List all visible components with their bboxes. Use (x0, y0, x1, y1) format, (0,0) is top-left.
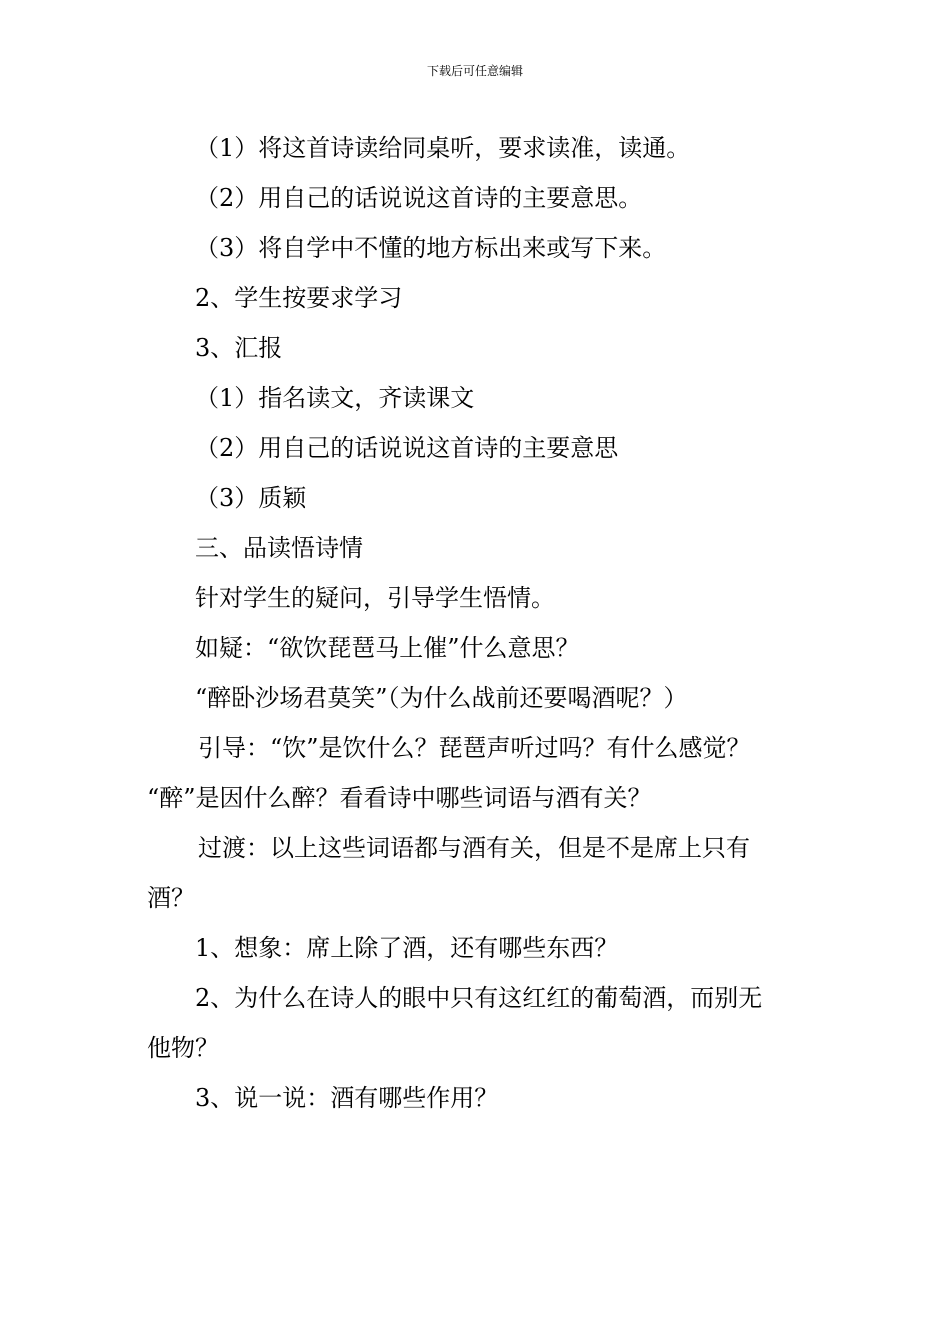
page-header: 下载后可任意编辑 (426, 64, 523, 78)
paragraph-line: 针对学生的疑问，引导学生悟情。 (195, 584, 555, 612)
paragraph-line: 2、为什么在诗人的眼中只有这红红的葡萄酒，而别无 (195, 984, 763, 1012)
section-heading: 三、品读悟诗情 (195, 534, 363, 562)
paragraph-line: （3）质颖 (195, 484, 307, 512)
paragraph-line: 1、想象：席上除了酒，还有哪些东西？ (195, 934, 619, 962)
paragraph-line: 引导：“饮”是饮什么？琵琶声听过吗？有什么感觉？ (198, 734, 751, 762)
paragraph-line: （1）将这首诗读给同桌听，要求读准，读通。 (195, 134, 691, 162)
paragraph-line: 3、汇报 (195, 334, 283, 362)
paragraph-line: （1）指名读文，齐读课文 (195, 384, 475, 412)
paragraph-line: 酒？ (147, 884, 195, 912)
paragraph-line: （2）用自己的话说说这首诗的主要意思 (195, 434, 619, 462)
paragraph-line: （2）用自己的话说说这首诗的主要意思。 (195, 184, 643, 212)
paragraph-line: 如疑：“欲饮琵琶马上催”什么意思？ (195, 634, 580, 662)
paragraph-line: 2、学生按要求学习 (195, 284, 403, 312)
paragraph-line: “醉”是因什么醉？看看诗中哪些词语与酒有关？ (147, 784, 652, 812)
paragraph-line: 过渡：以上这些词语都与酒有关，但是不是席上只有 (198, 834, 750, 862)
paragraph-line: “醉卧沙场君莫笑”（为什么战前还要喝酒呢？） (195, 684, 688, 712)
paragraph-line: 3、说一说：酒有哪些作用？ (195, 1084, 499, 1112)
paragraph-line: 他物？ (147, 1034, 219, 1062)
paragraph-line: （3）将自学中不懂的地方标出来或写下来。 (195, 234, 667, 262)
